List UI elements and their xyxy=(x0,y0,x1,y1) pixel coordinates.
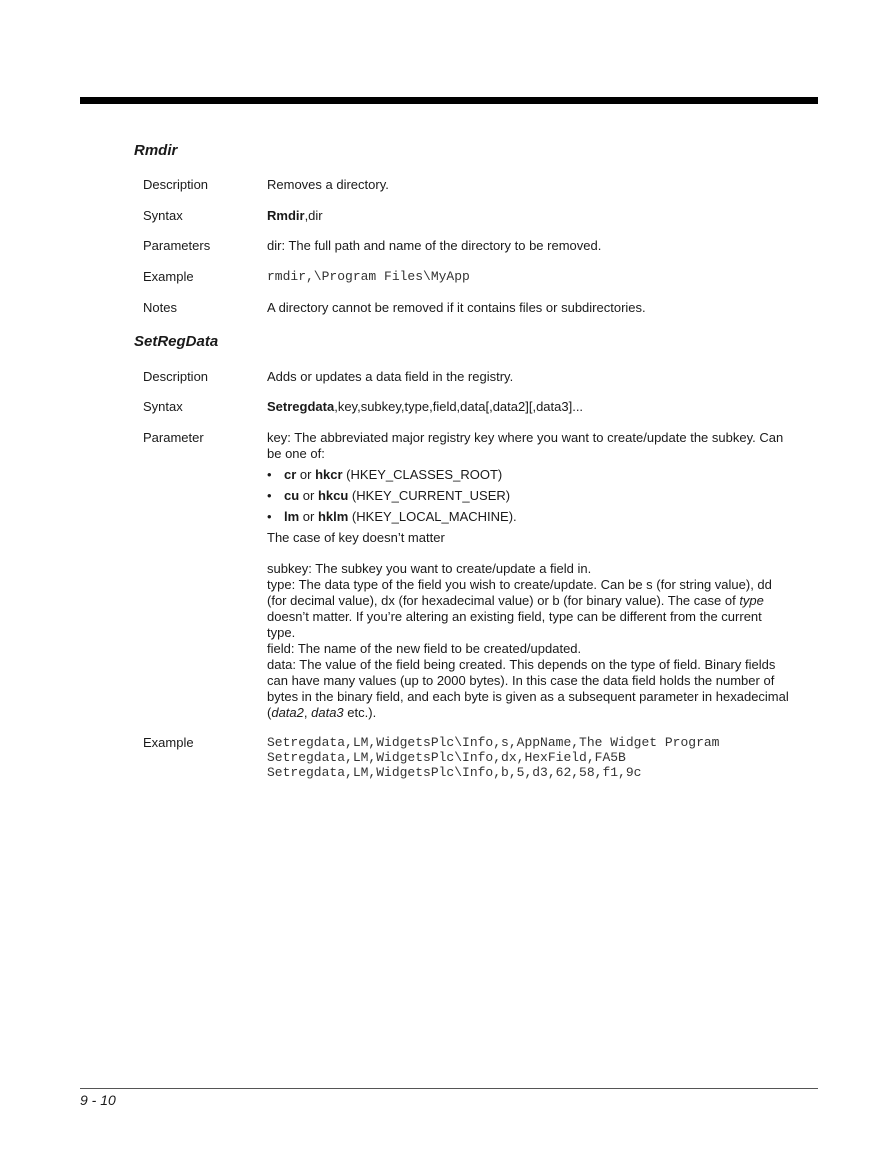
param-name: type xyxy=(548,609,574,624)
key-fullname: (HKEY_LOCAL_MACHINE). xyxy=(348,509,517,524)
syntax-args: ,dir xyxy=(304,208,323,223)
rmdir-description-label: Description xyxy=(143,177,209,192)
rmdir-parameters xyxy=(267,238,792,254)
example-line: Setregdata,LM,WidgetsPlc\Info,b,5,d3,62,58,f1,9c xyxy=(267,765,642,780)
rmdir-notes-label: Notes xyxy=(143,300,177,315)
page-number: 9 - 10 xyxy=(80,1092,116,1108)
param-text: etc.). xyxy=(343,705,377,720)
list-item xyxy=(267,467,792,483)
footer-rule xyxy=(80,1088,818,1089)
param-name: data xyxy=(267,657,293,672)
section-title-rmdir: Rmdir xyxy=(134,142,178,159)
param-name: key xyxy=(338,530,359,545)
rmdir-example: rmdir,\Program Files\MyApp xyxy=(267,269,470,284)
setregdata-syntax xyxy=(267,399,792,415)
case-text: doesn’t matter xyxy=(358,530,445,545)
data-paragraph xyxy=(267,657,792,721)
rmdir-parameters-label: Parameters xyxy=(143,238,211,253)
param-name: subkey xyxy=(267,561,309,576)
key-abbrev: cr xyxy=(284,467,297,482)
param-text: doesn’t matter. If you’re altering an existing field, xyxy=(267,609,549,624)
param-text: , xyxy=(303,705,312,720)
case-note xyxy=(267,530,792,546)
key-abbrev: lm xyxy=(284,509,300,524)
param-name: type xyxy=(739,593,764,608)
or-text: or xyxy=(299,488,318,503)
key-abbrev: hkcu xyxy=(317,488,349,503)
syntax-command: Setregdata xyxy=(267,399,335,414)
section-title-setregdata: SetRegData xyxy=(134,333,219,350)
rmdir-syntax xyxy=(267,208,792,224)
param-text: : The name of the new field to be created/updated. xyxy=(290,641,582,656)
param-text: : The subkey you want to create/update a field in. xyxy=(308,561,592,576)
bullet-icon: • xyxy=(267,467,272,482)
param-text: of field. Binary fields can have many values (up to 2000 bytes). In this case the data field holds the number of bytes in the binary field, and each byte is given as a subsequent parameter in hexadecimal ( xyxy=(267,657,789,720)
rmdir-syntax-label: Syntax xyxy=(143,208,183,223)
type-paragraph xyxy=(267,577,792,641)
setregdata-description: Adds or updates a data field in the registry. xyxy=(267,369,514,384)
key-abbrev: cu xyxy=(284,488,300,503)
param-text: can be different from the current type. xyxy=(267,609,762,640)
param-text: : The data type of the field you wish to create/update. Can be s (for string value), dd (for decimal value), dx (for hexadecimal value) or b (for binary value). The case of xyxy=(267,577,772,608)
example-line: Setregdata,LM,WidgetsPlc\Info,dx,HexField,FA5B xyxy=(267,750,626,765)
param-name: key xyxy=(267,430,288,445)
param-text: : The abbreviated major registry key where you want to create/update the subkey. Can be one of: xyxy=(267,430,784,461)
list-item xyxy=(267,509,792,525)
param-text: : The value of the field being created. This depends on the xyxy=(292,657,631,672)
key-abbrev: hkcr xyxy=(315,467,343,482)
subkey-paragraph xyxy=(267,561,792,577)
param-name: type xyxy=(630,657,656,672)
case-text: The case of xyxy=(267,530,339,545)
key-fullname: (HKEY_CURRENT_USER) xyxy=(348,488,511,503)
bullet-icon: • xyxy=(267,509,272,524)
key-abbrev: hklm xyxy=(317,509,349,524)
key-fullname: (HKEY_CLASSES_ROOT) xyxy=(342,467,503,482)
header-rule xyxy=(80,97,818,104)
bullet-icon: • xyxy=(267,488,272,503)
setregdata-syntax-label: Syntax xyxy=(143,399,183,414)
setregdata-examples xyxy=(267,735,792,780)
field-paragraph xyxy=(267,641,792,657)
list-item xyxy=(267,488,792,504)
setregdata-parameter xyxy=(267,430,792,721)
rmdir-example-label: Example xyxy=(143,269,194,284)
param-text: : The full path and name of the directory to be removed. xyxy=(281,238,602,253)
rmdir-description: Removes a directory. xyxy=(267,177,389,192)
param-name: data2 xyxy=(271,705,304,720)
syntax-args: ,key,subkey,type,field,data[,data2][,data3]... xyxy=(334,399,584,414)
setregdata-parameter-label: Parameter xyxy=(143,430,204,445)
setregdata-example-label: Example xyxy=(143,735,194,750)
or-text: or xyxy=(299,509,318,524)
or-text: or xyxy=(296,467,316,482)
param-name: dir xyxy=(267,238,282,253)
param-name: type xyxy=(267,577,292,592)
setregdata-description-label: Description xyxy=(143,369,209,384)
param-name: field xyxy=(267,641,291,656)
param-name: data3 xyxy=(311,705,344,720)
example-line: Setregdata,LM,WidgetsPlc\Info,s,AppName,The Widget Program xyxy=(267,735,720,750)
rmdir-notes: A directory cannot be removed if it contains files or subdirectories. xyxy=(267,300,646,315)
key-paragraph xyxy=(267,430,792,462)
syntax-command: Rmdir xyxy=(267,208,305,223)
